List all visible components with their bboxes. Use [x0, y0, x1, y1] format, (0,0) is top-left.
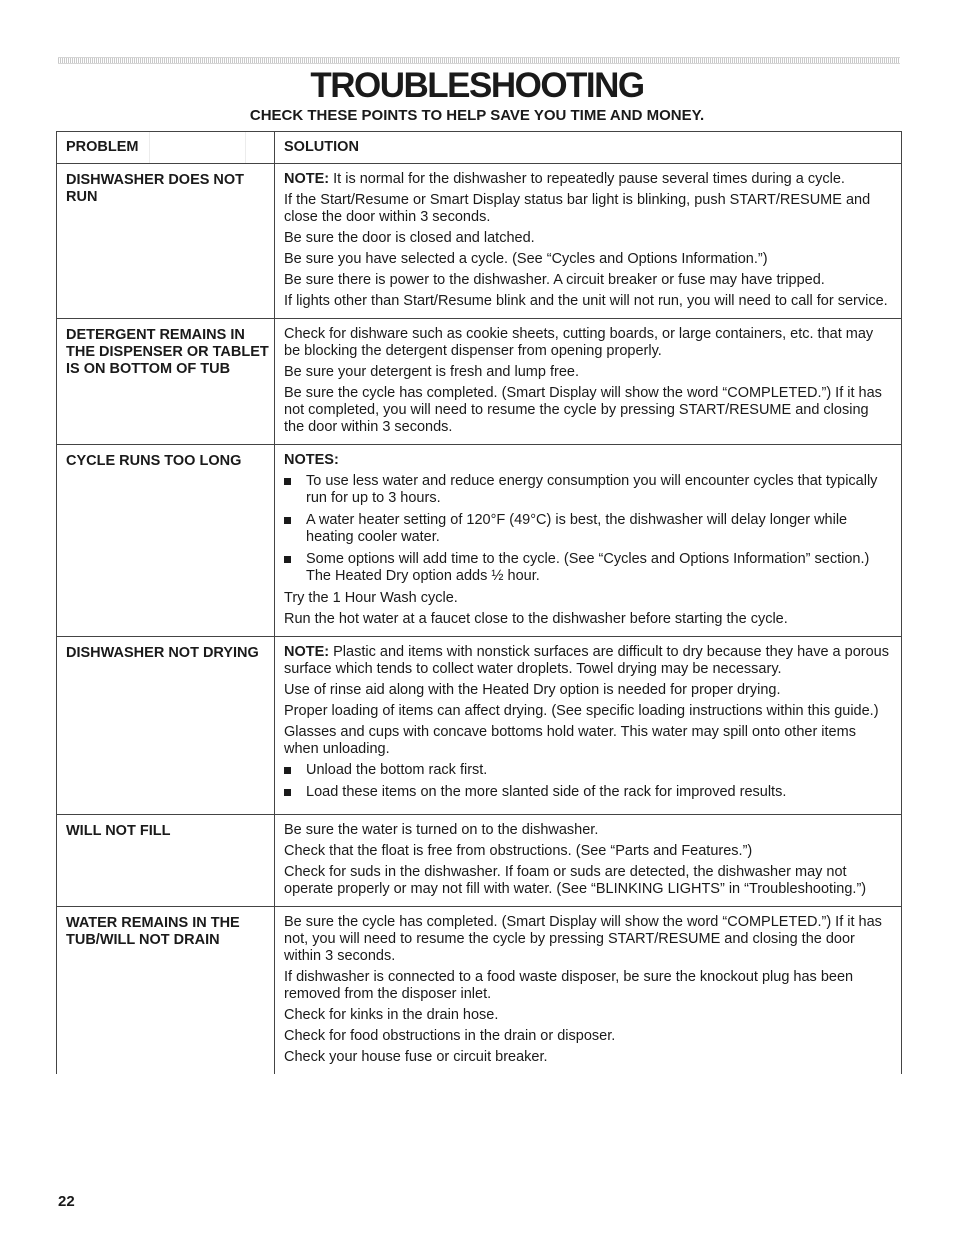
table-row — [57, 815, 901, 907]
bullet-item: Some options will add time to the cycle. (See “Cycles and Options Information” section.) The Heated Dry option adds ½ hour. — [284, 551, 889, 585]
page-number: 22 — [58, 1193, 75, 1210]
square-bullet-icon — [284, 784, 306, 801]
problem-cell: DETERGENT REMAINS IN THE DISPENSER OR TABLET IS ON BOTTOM OF TUB — [57, 319, 275, 444]
table-header-row — [57, 132, 901, 164]
square-bullet-icon — [284, 762, 306, 779]
problem-cell: WATER REMAINS IN THE TUB/WILL NOT DRAIN — [57, 907, 275, 1074]
note-label: NOTE: — [284, 644, 330, 660]
top-decorative-rule — [58, 57, 900, 64]
bullet-item: To use less water and reduce energy consumption you will encounter cycles that typically run for up to 3 hours. — [284, 473, 889, 507]
note-paragraph — [284, 171, 889, 188]
solution-line: If the Start/Resume or Smart Display status bar light is blinking, push START/RESUME and close the door within 3 seconds. — [284, 192, 871, 225]
solution-line: Be sure the door is closed and latched. — [284, 230, 535, 246]
bullet-item: A water heater setting of 120°F (49°C) is best, the dishwasher will delay longer while heating cooler water. — [284, 512, 889, 546]
solution-line: Be sure the cycle has completed. (Smart Display will show the word “COMPLETED.”) If it has not completed, you will need to resume the cycle by pressing START/RESUME and closing the door within 3 seconds. — [284, 385, 882, 435]
problem-cell: CYCLE RUNS TOO LONG — [57, 445, 275, 636]
solution-cell — [275, 907, 901, 1074]
solution-cell — [275, 445, 901, 636]
solution-cell — [275, 815, 901, 906]
table-row — [57, 445, 901, 637]
table-row — [57, 907, 901, 1074]
notes-label: NOTES: — [284, 452, 339, 468]
solution-cell — [275, 164, 901, 318]
solution-line: Run the hot water at a faucet close to the dishwasher before starting the cycle. — [284, 611, 788, 627]
note-text: It is normal for the dishwasher to repeatedly pause several times during a cycle. — [329, 171, 845, 187]
table-row — [57, 164, 901, 319]
solution-cell — [275, 637, 901, 814]
note-paragraph — [284, 644, 889, 678]
solution-line: Try the 1 Hour Wash cycle. — [284, 590, 458, 606]
solution-line: Glasses and cups with concave bottoms hold water. This water may spill onto other items when unloading. — [284, 724, 856, 757]
note-text: Plastic and items with nonstick surfaces are difficult to dry because they have a porous surface which tends to collect water droplets. Towel drying may be necessary. — [284, 644, 889, 677]
solution-line: Be sure the cycle has completed. (Smart Display will show the word “COMPLETED.”) If it has not, you will need to resume the cycle by pressing START/RESUME and closing the door within 3 seconds. — [284, 914, 882, 964]
problem-cell: WILL NOT FILL — [57, 815, 275, 906]
page-subtitle: CHECK THESE POINTS TO HELP SAVE YOU TIME AND MONEY. — [249, 107, 705, 124]
solution-line: If lights other than Start/Resume blink and the unit will not run, you will need to call for service. — [284, 293, 888, 309]
solution-line: Check that the float is free from obstructions. (See “Parts and Features.”) — [284, 843, 753, 859]
bullet-item: Load these items on the more slanted side of the rack for improved results. — [284, 784, 889, 801]
solution-line: Check for suds in the dishwasher. If foam or suds are detected, the dishwasher may not operate properly or may not fill with water. (See “BLINKING LIGHTS” in “Troubleshooting.”) — [284, 864, 867, 897]
column-header-solution: SOLUTION — [284, 139, 359, 155]
table-row — [57, 637, 901, 815]
problem-cell: DISHWASHER NOT DRYING — [57, 637, 275, 814]
solution-line: Proper loading of items can affect drying. (See specific loading instructions within this guide.) — [284, 703, 879, 719]
solution-line: Check for kinks in the drain hose. — [284, 1007, 499, 1023]
solution-line: Check your house fuse or circuit breaker. — [284, 1049, 548, 1065]
note-label: NOTE: — [284, 171, 330, 187]
troubleshooting-table — [56, 131, 902, 1074]
solution-line: Be sure there is power to the dishwasher. A circuit breaker or fuse may have tripped. — [284, 272, 825, 288]
column-header-problem: PROBLEM — [57, 132, 275, 163]
solution-cell — [275, 319, 901, 444]
solution-line: Be sure your detergent is fresh and lump free. — [284, 364, 579, 380]
solution-line: Be sure the water is turned on to the dishwasher. — [284, 822, 599, 838]
solution-line: Check for dishware such as cookie sheets, cutting boards, or large containers, etc. that may be blocking the detergent dispenser from opening properly. — [284, 326, 874, 359]
page-title: TROUBLESHOOTING — [310, 66, 644, 105]
square-bullet-icon — [284, 512, 306, 546]
problem-cell: DISHWASHER DOES NOT RUN — [57, 164, 275, 318]
solution-line: If dishwasher is connected to a food waste disposer, be sure the knockout plug has been removed from the disposer inlet. — [284, 969, 854, 1002]
solution-line: Be sure you have selected a cycle. (See “Cycles and Options Information.”) — [284, 251, 768, 267]
square-bullet-icon — [284, 551, 306, 585]
table-row — [57, 319, 901, 445]
solution-line: Check for food obstructions in the drain or disposer. — [284, 1028, 616, 1044]
bullet-item: Unload the bottom rack first. — [284, 762, 889, 779]
solution-line: Use of rinse aid along with the Heated Dry option is needed for proper drying. — [284, 682, 781, 698]
square-bullet-icon — [284, 473, 306, 507]
